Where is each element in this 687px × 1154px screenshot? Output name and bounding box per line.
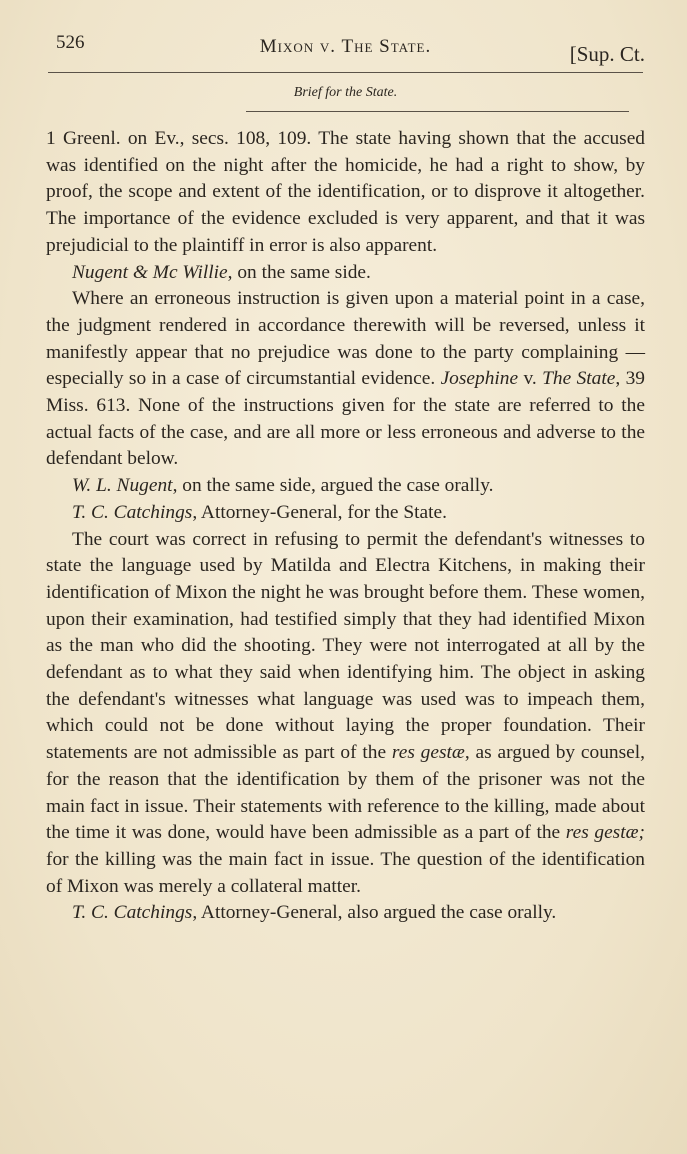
italic-text: Nugent & Mc Willie (72, 261, 228, 283)
paragraph-citation (46, 126, 645, 260)
text-run: , Attorney-General, for the State. (192, 501, 447, 523)
italic-text: Josephine (440, 368, 519, 390)
running-title: Mixon v. The State. (259, 36, 432, 57)
paragraph-state-argument (46, 527, 645, 901)
section-rule (246, 111, 629, 112)
text-run: Where an erroneous instruction is given upon a material point in a case, the judgment rendered in accordance therewith will be reversed, unless it manifestly appear that no prejudice was done to the party complaining — especially so in a case of circumstantial evidence. (46, 288, 645, 390)
italic-text: W. L. Nugent (72, 475, 173, 497)
text-run: , as argued by counsel, for the reason that the identification by them of the prisoner was not the main fact in issue. Their statements with reference to the killing, made about the time it was done, would have been admissible as a part of the (46, 742, 645, 844)
paragraph-counsel-nugent-mcwillie (46, 260, 645, 287)
court-label: [Sup. Ct. (569, 42, 645, 66)
italic-text: res gestæ (391, 742, 465, 764)
italic-text: T. C. Catchings (72, 501, 193, 523)
italic-text: T. C. Catchings (72, 902, 193, 924)
page-number: 526 (56, 32, 85, 53)
paragraph-counsel-nugent (46, 473, 645, 500)
text-run: , on the same side. (227, 261, 371, 283)
text-run: v. (518, 368, 543, 390)
text-run: , on the same side, argued the case orally. (172, 475, 494, 497)
text-run: , 39 Miss. 613. None of the instructions given for the state are referred to the actual facts of the case, and are all more or less erroneous and adverse to the defendant below. (46, 368, 645, 470)
running-head (46, 28, 645, 72)
text-run: , Attorney-General, also argued the case orally. (192, 902, 557, 924)
body-text (46, 126, 645, 927)
italic-text: The State (542, 368, 616, 390)
text-run: The court was correct in refusing to permit the defendant's witnesses to state the language used by Matilda and Electra Kitchens, in making their identification of Mixon the night he was brought before them. These women, upon their examination, had testified simply that they had identified Mixon as the man who did the shooting. They were not interrogated at all by the defendant as to what they said when identifying him. The object in asking the defendant's witnesses what language was used was to impeach them, which could not be done without laying the proper foundation. Their statements are not admissible as part of the (46, 528, 645, 764)
section-label: Brief for the State. (293, 85, 398, 100)
paragraph-counsel-catchings (46, 500, 645, 527)
text-run: for the killing was the main fact in issue. The question of the identification of Mixon was merely a collateral matter. (46, 848, 645, 897)
italic-text: res gestæ; (565, 822, 645, 844)
paragraph-erroneous-instruction (46, 286, 645, 473)
paragraph-counsel-catchings-oral (46, 900, 645, 927)
text-run: 1 Greenl. on Ev., secs. 108, 109. The state having shown that the accused was identified on the night after the homicide, he had a right to show, by proof, the scope and extent of the identification, or to disprove it altogether. The importance of the evidence excluded is very apparent, and that it was prejudicial to the plaintiff in error is also apparent. (46, 128, 645, 256)
